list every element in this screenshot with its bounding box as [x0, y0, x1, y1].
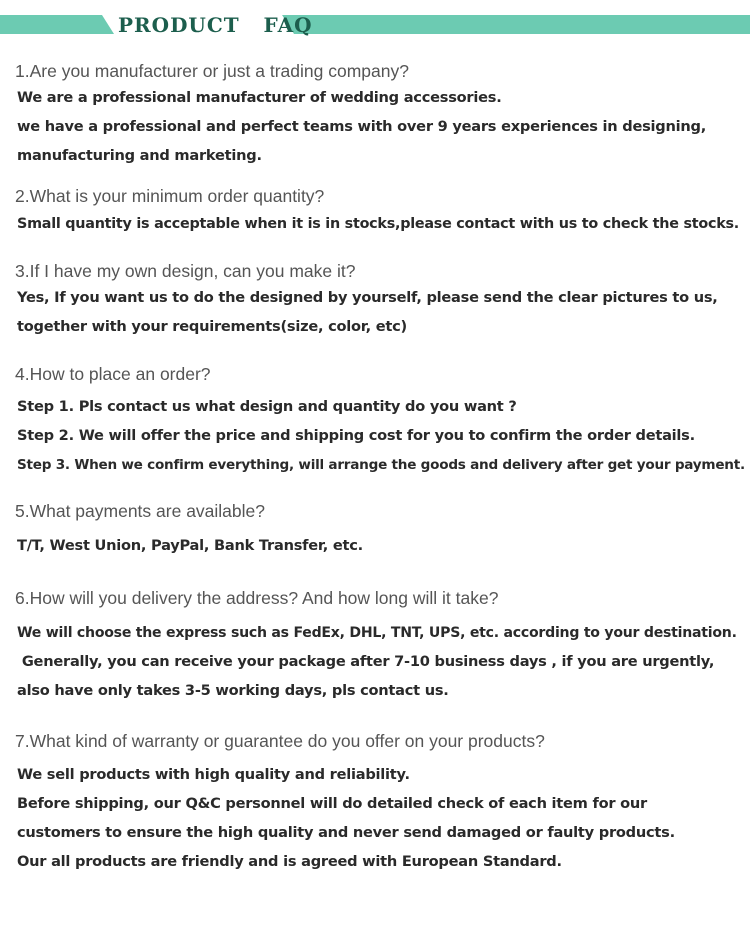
faq-answer-7-line-2: Before shipping, our Q&C personnel will do detailed check of each item for our	[17, 795, 647, 812]
faq-answer-4-line-1: Step 1. Pls contact us what design and quantity do you want ?	[17, 398, 517, 415]
faq-question-5: 5.What payments are available?	[15, 501, 265, 521]
faq-answer-7-line-1: We sell products with high quality and reliability.	[17, 766, 410, 783]
faq-answer-7-line-4: Our all products are friendly and is agreed with European Standard.	[17, 853, 562, 870]
faq-answer-3-line-2: together with your requirements(size, color, etc)	[17, 318, 407, 335]
faq-question-1: 1.Are you manufacturer or just a trading company?	[15, 61, 409, 81]
faq-answer-7-line-3: customers to ensure the high quality and never send damaged or faulty products.	[17, 824, 675, 841]
faq-header-banner	[0, 0, 750, 36]
banner-stripes-graphic	[0, 0, 750, 36]
faq-question-2: 2.What is your minimum order quantity?	[15, 186, 325, 206]
faq-answer-4-line-2: Step 2. We will offer the price and shipping cost for you to confirm the order details.	[17, 427, 695, 444]
faq-answer-6-line-3: also have only takes 3-5 working days, pls contact us.	[17, 682, 449, 699]
page-title: PRODUCT FAQ	[118, 13, 313, 37]
faq-answer-3-line-1: Yes, If you want us to do the designed by yourself, please send the clear pictures to us,	[17, 289, 718, 306]
faq-answer-2-line-1: Small quantity is acceptable when it is in stocks,please contact with us to check the stocks.	[17, 216, 739, 232]
faq-answer-1-line-1: We are a professional manufacturer of wedding accessories.	[17, 89, 502, 106]
faq-answer-4-line-3: Step 3. When we confirm everything, will arrange the goods and delivery after get your payment.	[17, 457, 745, 473]
faq-answer-1-line-3: manufacturing and marketing.	[17, 147, 262, 164]
faq-answer-1-line-2: we have a professional and perfect teams with over 9 years experiences in designing,	[17, 118, 706, 135]
faq-question-6: 6.How will you delivery the address? And how long will it take?	[15, 588, 499, 608]
faq-answer-6-line-2: Generally, you can receive your package after 7-10 business days , if you are urgently,	[17, 653, 715, 670]
faq-question-4: 4.How to place an order?	[15, 364, 211, 384]
faq-question-7: 7.What kind of warranty or guarantee do you offer on your products?	[15, 731, 545, 751]
faq-question-3: 3.If I have my own design, can you make it?	[15, 261, 356, 281]
faq-answer-5-line-1: T/T, West Union, PayPal, Bank Transfer, etc.	[17, 537, 363, 554]
faq-answer-6-line-1: We will choose the express such as FedEx, DHL, TNT, UPS, etc. according to your destination.	[17, 625, 737, 641]
